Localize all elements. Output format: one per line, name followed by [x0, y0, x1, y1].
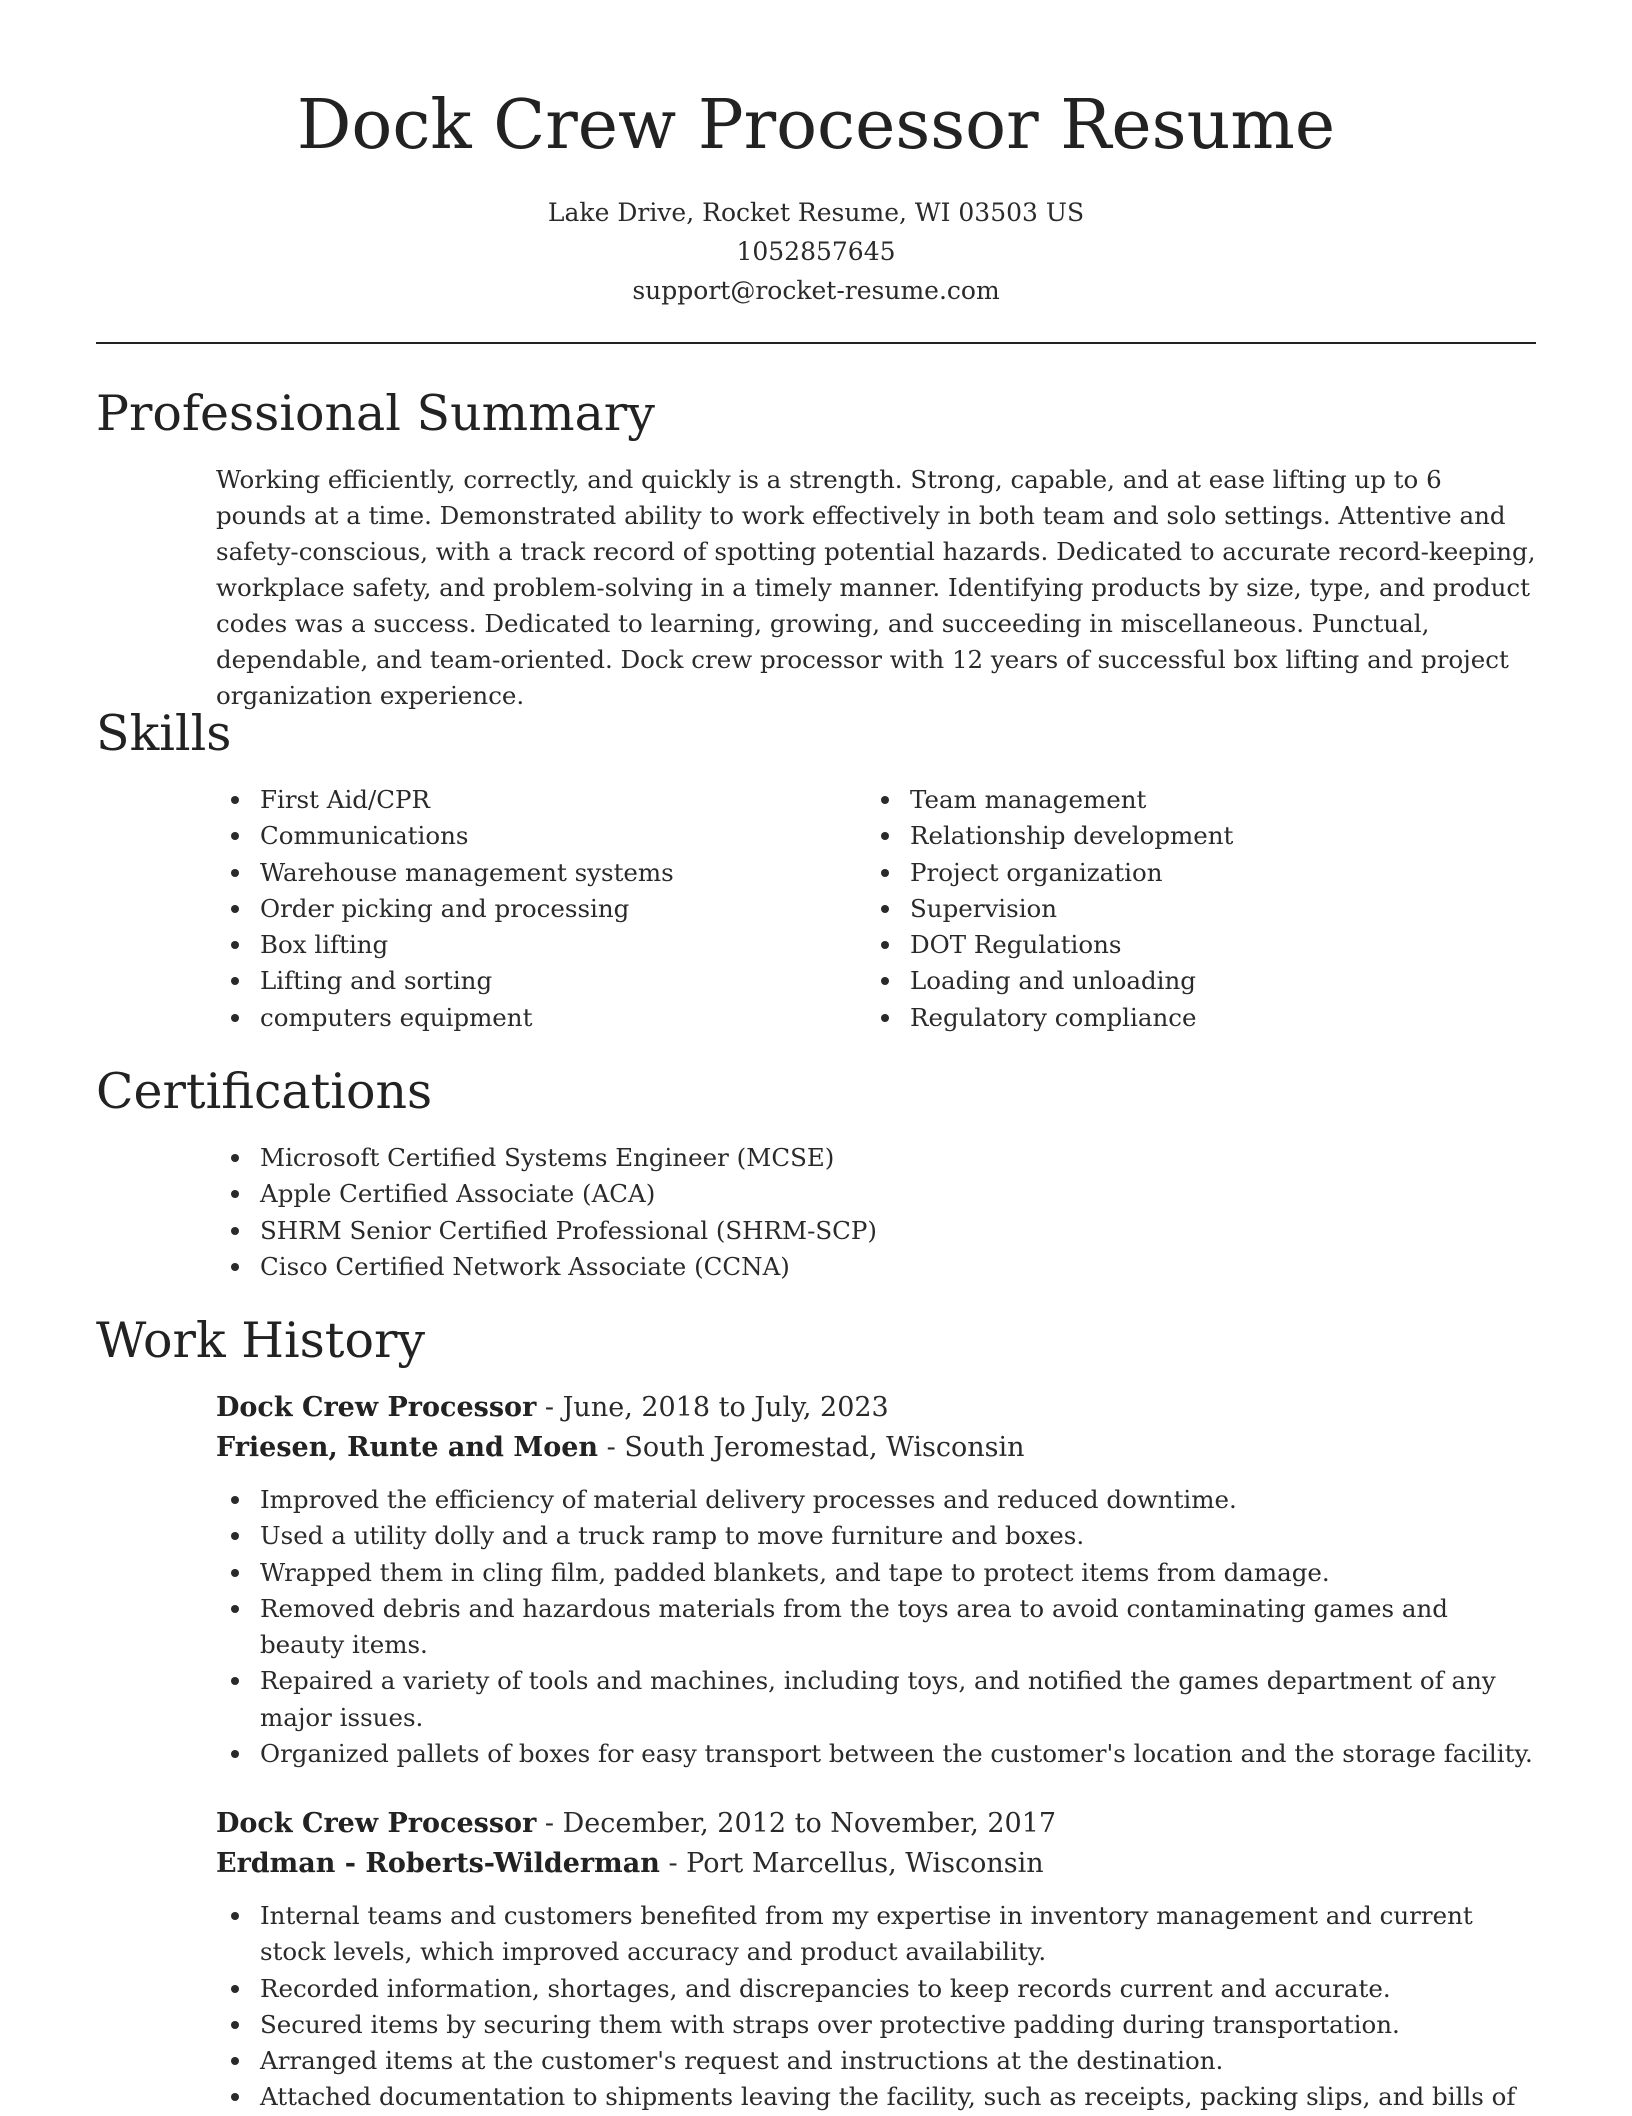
job-bullet: Recorded information, shortages, and discrepancies to keep records current and accurate. — [216, 1971, 1536, 2007]
skill-item: Box lifting — [216, 927, 816, 963]
certification-item: Microsoft Certified Systems Engineer (MCSE) — [216, 1140, 1536, 1176]
job-bullet: Used a utility dolly and a truck ramp to move furniture and boxes. — [216, 1518, 1536, 1554]
job-company: Erdman - Roberts-Wilderman — [216, 1848, 660, 1879]
job-location: Port Marcellus, Wisconsin — [686, 1848, 1044, 1879]
job-bullet: Removed debris and hazardous materials from the toys area to avoid contaminating games and beauty items. — [216, 1591, 1536, 1664]
contact-email: support@rocket-resume.com — [632, 276, 1000, 305]
contact-phone: 1052857645 — [736, 237, 896, 266]
skills-list-right — [866, 782, 1536, 1036]
job-bullet: Repaired a variety of tools and machines, including toys, and notified the games department of any major issues. — [216, 1663, 1536, 1736]
skill-item: Warehouse management systems — [216, 855, 816, 891]
job-location: South Jeromestad, Wisconsin — [624, 1432, 1025, 1463]
skill-item: Regulatory compliance — [866, 1000, 1536, 1036]
header-divider — [96, 342, 1536, 344]
skill-item: Relationship development — [866, 818, 1536, 854]
resume-title: Dock Crew Processor Resume — [296, 86, 1336, 165]
skill-item: Communications — [216, 818, 816, 854]
skill-item: DOT Regulations — [866, 927, 1536, 963]
job-bullet: Secured items by securing them with straps over protective padding during transportation. — [216, 2007, 1536, 2043]
job-separator: - — [544, 1808, 563, 1839]
work-history-heading: Work History — [96, 1312, 426, 1369]
job-bullet: Improved the efficiency of material delivery processes and reduced downtime. — [216, 1482, 1536, 1518]
job-title-line — [216, 1388, 1536, 1428]
job-role: Dock Crew Processor — [216, 1808, 537, 1839]
job-company-line — [216, 1428, 1536, 1468]
skill-item: computers equipment — [216, 1000, 816, 1036]
skills-list-left — [216, 782, 816, 1036]
job-company: Friesen, Runte and Moen — [216, 1432, 599, 1463]
summary-text: Working efficiently, correctly, and quickly is a strength. Strong, capable, and at ease lifting up to 6 pounds at a time. Demonstrated ability to work effectively in both team and solo settings. Attentive and safety-conscious, with a track record of spotting potential hazards. Dedicated to accurate record-keeping, workplace safety, and problem-solving in a timely manner. Identifying products by size, type, and product codes was a success. Dedicated to learning, growing, and succeeding in miscellaneous. Punctual, dependable, and team-oriented. Dock crew processor with 12 years of successful box lifting and project organization experience. — [216, 465, 1536, 710]
certification-item: SHRM Senior Certified Professional (SHRM-SCP) — [216, 1213, 1536, 1249]
skill-item: Lifting and sorting — [216, 963, 816, 999]
job-bullet: Organized pallets of boxes for easy transport between the customer's location and the storage facility. — [216, 1736, 1536, 1772]
contact-block — [0, 193, 1632, 310]
job-company-line — [216, 1844, 1536, 1884]
job-bullet: Attached documentation to shipments leaving the facility, such as receipts, packing slips, and bills of — [216, 2079, 1536, 2115]
job-dates: December, 2012 to November, 2017 — [562, 1808, 1057, 1839]
job-role: Dock Crew Processor — [216, 1392, 537, 1423]
skills-heading: Skills — [96, 705, 232, 762]
job-bullets — [216, 1482, 1536, 1772]
summary-heading: Professional Summary — [96, 385, 655, 442]
job-dates: June, 2018 to July, 2023 — [562, 1392, 889, 1423]
skill-item: Order picking and processing — [216, 891, 816, 927]
job-bullet: Wrapped them in cling film, padded blankets, and tape to protect items from damage. — [216, 1555, 1536, 1591]
contact-address: Lake Drive, Rocket Resume, WI 03503 US — [547, 198, 1085, 227]
skill-item: Loading and unloading — [866, 963, 1536, 999]
skill-item: Project organization — [866, 855, 1536, 891]
job-bullet: Internal teams and customers benefited from my expertise in inventory management and current stock levels, which improved accuracy and product availability. — [216, 1898, 1536, 1971]
job-title-line — [216, 1804, 1536, 1844]
job-separator: - — [668, 1848, 687, 1879]
job-bullets — [216, 1898, 1536, 2116]
job-bullet: Arranged items at the customer's request and instructions at the destination. — [216, 2043, 1536, 2079]
certifications-list — [216, 1140, 1536, 1285]
job-separator: - — [544, 1392, 563, 1423]
certification-item: Apple Certified Associate (ACA) — [216, 1176, 1536, 1212]
skill-item: Team management — [866, 782, 1536, 818]
skill-item: Supervision — [866, 891, 1536, 927]
certifications-heading: Certifications — [96, 1063, 433, 1120]
certification-item: Cisco Certified Network Associate (CCNA) — [216, 1249, 1536, 1285]
skill-item: First Aid/CPR — [216, 782, 816, 818]
job-separator: - — [606, 1432, 625, 1463]
